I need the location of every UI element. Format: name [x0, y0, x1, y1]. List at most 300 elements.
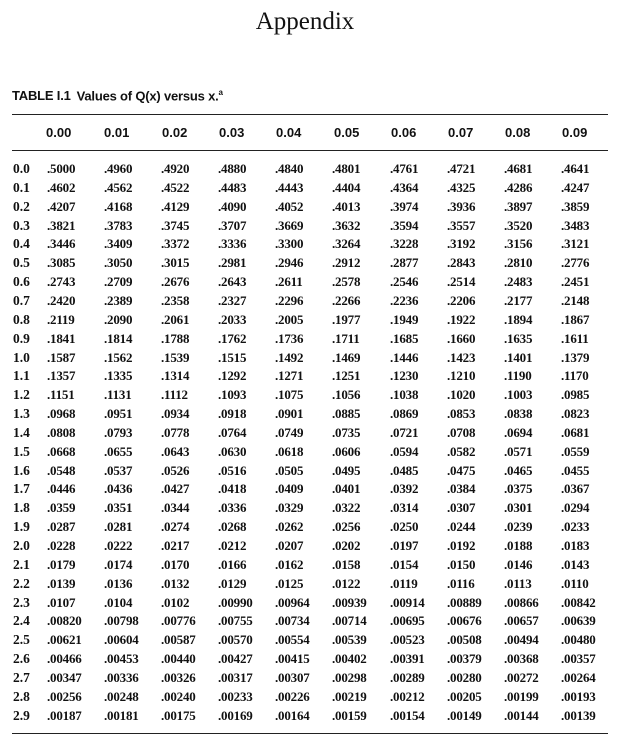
- table-cell: .4681: [504, 161, 533, 176]
- table-cell: .2389: [104, 292, 133, 308]
- table-cell: .00187: [47, 707, 82, 723]
- table-cell: .00233: [218, 688, 253, 704]
- table-cell: .0681: [561, 424, 590, 440]
- table-cell: .3085: [47, 255, 76, 271]
- table-cell: .00914: [390, 594, 425, 610]
- row-x-label: 0.1: [13, 179, 30, 195]
- table-cell: .00415: [275, 651, 310, 667]
- row-x-label: 2.9: [13, 707, 30, 723]
- table-cell: .2033: [218, 311, 247, 327]
- table-cell: .0287: [47, 519, 76, 535]
- table-cell: .0668: [47, 443, 76, 459]
- table-cell: .00714: [332, 613, 367, 629]
- table-cell: .1711: [332, 330, 360, 346]
- table-cell: .0107: [47, 594, 76, 610]
- table-cell: .1003: [504, 387, 533, 403]
- table-cell: .00357: [561, 651, 596, 667]
- table-cell: .00657: [504, 613, 539, 629]
- table-cell: .0749: [275, 424, 304, 440]
- table-cell: .0314: [390, 500, 419, 516]
- table-cell: .0125: [275, 575, 304, 591]
- table-cell: .1131: [104, 387, 132, 403]
- table-cell: .2643: [218, 274, 247, 290]
- table-cell: .1314: [161, 368, 190, 384]
- table-cell: .0222: [104, 538, 133, 553]
- table-cell: .4801: [332, 161, 361, 176]
- table-row: [0, 462, 620, 481]
- row-x-label: 0.7: [13, 292, 30, 308]
- table-cell: .0409: [275, 481, 304, 497]
- table-cell: .0250: [390, 519, 419, 535]
- table-cell: .3336: [218, 236, 247, 252]
- table-cell: .1587: [47, 349, 76, 365]
- table-row: [0, 518, 620, 537]
- row-x-label: 1.8: [13, 500, 30, 516]
- table-cell: .4641: [561, 161, 590, 176]
- table-cell: .0455: [561, 462, 590, 478]
- table-row: [0, 499, 620, 518]
- table-cell: .3821: [47, 217, 76, 233]
- table-cell: .2578: [332, 274, 361, 290]
- table-cell: .00554: [275, 632, 310, 648]
- table-cell: .0228: [47, 538, 76, 553]
- table-cell: .1230: [390, 368, 419, 384]
- table-cell: .00289: [390, 669, 425, 685]
- table-cell: .3669: [275, 217, 304, 233]
- table-cell: .3745: [161, 217, 190, 233]
- table-cell: .0537: [104, 462, 133, 478]
- table-cell: .0344: [161, 500, 190, 516]
- table-cell: .3192: [447, 236, 476, 252]
- table-cell: .3446: [47, 236, 76, 252]
- table-row: [0, 198, 620, 217]
- table-cell: .2676: [161, 274, 190, 290]
- table-row: [0, 650, 620, 669]
- table-cell: .0885: [332, 406, 361, 422]
- table-cell: .00199: [504, 688, 539, 704]
- table-cell: .2296: [275, 292, 304, 308]
- table-cell: .4761: [390, 161, 419, 176]
- column-header: 0.09: [562, 125, 588, 140]
- table-cell: .0516: [218, 462, 247, 478]
- row-x-label: 2.2: [13, 575, 30, 591]
- table-cell: .1170: [561, 368, 589, 384]
- table-row: [0, 631, 620, 650]
- table-cell: .00820: [47, 613, 82, 629]
- column-header: 0.06: [391, 125, 417, 140]
- table-cell: .2061: [161, 311, 190, 327]
- table-cell: .0793: [104, 424, 133, 440]
- row-x-label: 0.5: [13, 255, 30, 271]
- column-header: 0.02: [162, 125, 188, 140]
- table-cell: .4840: [275, 161, 304, 176]
- table-cell: .0139: [47, 575, 76, 591]
- table-cell: .4920: [161, 161, 190, 176]
- page-title: Appendix: [255, 8, 355, 35]
- table-cell: .3015: [161, 255, 190, 271]
- table-cell: .0436: [104, 481, 133, 497]
- column-header: 0.07: [448, 125, 474, 140]
- table-cell: .0244: [447, 519, 476, 535]
- table-cell: .0122: [332, 575, 361, 591]
- table-cell: .00264: [561, 669, 596, 685]
- row-x-label: 0.6: [13, 274, 30, 290]
- table-cell: .0735: [332, 424, 361, 440]
- table-cell: .3264: [332, 236, 361, 252]
- table-cell: .0618: [275, 443, 304, 459]
- table-cell: .00193: [561, 688, 596, 704]
- table-cell: .0132: [161, 575, 190, 591]
- table-cell: .0188: [504, 538, 533, 553]
- table-row: [0, 405, 620, 424]
- table-cell: .2148: [561, 292, 590, 308]
- table-cell: .3121: [561, 236, 590, 252]
- table-cell: .00219: [332, 688, 367, 704]
- table-cell: .1271: [275, 368, 304, 384]
- table-cell: .0113: [504, 575, 532, 591]
- table-cell: .00440: [161, 651, 196, 667]
- table-cell: .2206: [447, 292, 476, 308]
- table-cell: .1423: [447, 349, 476, 365]
- table-cell: .0162: [275, 556, 304, 572]
- column-header: 0.00: [46, 125, 72, 140]
- table-cell: .00990: [218, 594, 253, 610]
- table-cell: .0281: [104, 519, 133, 535]
- table-cell: .1190: [504, 368, 532, 384]
- table-row: [0, 311, 620, 330]
- table-cell: .0336: [218, 500, 247, 516]
- table-row: [0, 160, 620, 179]
- table-row: [0, 537, 620, 556]
- table-cell: .00347: [47, 669, 82, 685]
- table-label: TABLE I.1: [12, 88, 71, 104]
- table-cell: .00175: [161, 707, 196, 723]
- table-cell: .4013: [332, 198, 361, 214]
- table-cell: .1056: [332, 387, 361, 403]
- table-cell: .00889: [447, 594, 482, 610]
- table-cell: .0197: [390, 538, 419, 553]
- table-row: [0, 556, 620, 575]
- table-cell: .0192: [447, 538, 476, 553]
- table-cell: .0301: [504, 500, 533, 516]
- table-row: [0, 292, 620, 311]
- column-header: 0.01: [104, 125, 130, 140]
- table-row: [0, 575, 620, 594]
- table-cell: .3409: [104, 236, 133, 252]
- table-cell: .1093: [218, 387, 247, 403]
- table-cell: .4404: [332, 179, 361, 195]
- table-row: [0, 424, 620, 443]
- row-x-label: 2.7: [13, 669, 30, 685]
- table-cell: .0485: [390, 462, 419, 478]
- table-cell: .0571: [504, 443, 533, 459]
- table-cell: .2514: [447, 274, 476, 290]
- table-cell: .0418: [218, 481, 247, 497]
- row-x-label: 2.5: [13, 632, 30, 648]
- table-cell: .00508: [447, 632, 482, 648]
- table-cell: .3783: [104, 217, 133, 233]
- row-x-label: 0.0: [13, 161, 30, 176]
- table-row: [0, 273, 620, 292]
- table-cell: .0262: [275, 519, 304, 535]
- table-cell: .0256: [332, 519, 361, 535]
- table-cell: .0838: [504, 406, 533, 422]
- row-x-label: 2.0: [13, 538, 30, 553]
- table-cell: .0918: [218, 406, 247, 422]
- table-cell: .0643: [161, 443, 190, 459]
- table-cell: .0375: [504, 481, 533, 497]
- table-cell: .2420: [47, 292, 76, 308]
- table-cell: .00317: [218, 669, 253, 685]
- table-cell: .4443: [275, 179, 304, 195]
- table-cell: .2843: [447, 255, 476, 271]
- table-cell: .1401: [504, 349, 533, 365]
- table-cell: .00480: [561, 632, 596, 648]
- table-cell: .4522: [161, 179, 190, 195]
- table-cell: .0329: [275, 500, 304, 516]
- table-cell: .00144: [504, 707, 539, 723]
- table-cell: .00169: [218, 707, 253, 723]
- row-x-label: 0.2: [13, 198, 30, 214]
- table-cell: .0359: [47, 500, 76, 516]
- table-caption-text: Values of Q(x) versus x.: [76, 88, 219, 104]
- table-row: [0, 367, 620, 386]
- table-cell: .0146: [504, 556, 533, 572]
- table-cell: .3156: [504, 236, 533, 252]
- table-cell: .0764: [218, 424, 247, 440]
- table-cell: .00159: [332, 707, 367, 723]
- table-bottom-rule: [12, 733, 608, 734]
- table-cell: .00639: [561, 613, 596, 629]
- header-divider-rule: [12, 150, 608, 151]
- table-cell: .0606: [332, 443, 361, 459]
- table-cell: .2119: [47, 311, 75, 327]
- row-x-label: 1.5: [13, 443, 30, 459]
- table-cell: .0495: [332, 462, 361, 478]
- table-cell: .00149: [447, 707, 482, 723]
- table-cell: .1539: [161, 349, 190, 365]
- table-cell: .0808: [47, 424, 76, 440]
- table-cell: .0110: [561, 575, 589, 591]
- table-cell: .00181: [104, 707, 139, 723]
- table-cell: .0179: [47, 556, 76, 572]
- table-cell: .3632: [332, 217, 361, 233]
- table-row: [0, 254, 620, 273]
- table-cell: .0351: [104, 500, 133, 516]
- table-cell: .2810: [504, 255, 533, 271]
- table-cell: .2981: [218, 255, 247, 271]
- table-cell: .1492: [275, 349, 304, 365]
- table-cell: .1814: [104, 330, 133, 346]
- table-cell: .1736: [275, 330, 304, 346]
- table-cell: .4880: [218, 161, 247, 176]
- table-cell: .3520: [504, 217, 533, 233]
- table-cell: .00402: [332, 651, 367, 667]
- table-cell: .0475: [447, 462, 476, 478]
- table-cell: .00676: [447, 613, 482, 629]
- table-cell: .2358: [161, 292, 190, 308]
- table-row: [0, 330, 620, 349]
- table-cell: .00298: [332, 669, 367, 685]
- row-x-label: 1.6: [13, 462, 30, 478]
- table-cell: .3897: [504, 198, 533, 214]
- table-row: [0, 688, 620, 707]
- table-cell: .00272: [504, 669, 539, 685]
- table-row: [0, 669, 620, 688]
- table-cell: .00226: [275, 688, 310, 704]
- table-cell: .00391: [390, 651, 425, 667]
- table-cell: .2709: [104, 274, 133, 290]
- table-cell: .00604: [104, 632, 139, 648]
- table-cell: .0392: [390, 481, 419, 497]
- table-cell: .4325: [447, 179, 476, 195]
- table-cell: .0239: [504, 519, 533, 535]
- table-cell: .1788: [161, 330, 190, 346]
- table-cell: .2776: [561, 255, 590, 271]
- table-cell: .2005: [275, 311, 304, 327]
- table-cell: .1762: [218, 330, 247, 346]
- table-cell: .1611: [561, 330, 589, 346]
- table-cell: .3707: [218, 217, 247, 233]
- table-row: [0, 594, 620, 613]
- row-x-label: 1.3: [13, 406, 30, 422]
- table-cell: .00256: [47, 688, 82, 704]
- table-cell: .2177: [504, 292, 533, 308]
- table-cell: .00695: [390, 613, 425, 629]
- table-cell: .0985: [561, 387, 590, 403]
- table-cell: .1020: [447, 387, 476, 403]
- table-cell: .00427: [218, 651, 253, 667]
- table-cell: .00336: [104, 669, 139, 685]
- table-cell: .2090: [104, 311, 133, 327]
- table-cell: .0505: [275, 462, 304, 478]
- table-cell: .3936: [447, 198, 476, 214]
- table-cell: .00842: [561, 594, 596, 610]
- table-cell: .00379: [447, 651, 482, 667]
- table-cell: .1379: [561, 349, 590, 365]
- table-footnote-mark: a: [218, 88, 223, 97]
- table-cell: .5000: [47, 161, 76, 176]
- row-x-label: 2.4: [13, 613, 30, 629]
- table-cell: .0233: [561, 519, 590, 535]
- table-cell: .00205: [447, 688, 482, 704]
- table-cell: .0207: [275, 538, 304, 553]
- table-cell: .0150: [447, 556, 476, 572]
- table-cell: .4286: [504, 179, 533, 195]
- table-cell: .0183: [561, 538, 590, 553]
- table-cell: .1357: [47, 368, 76, 384]
- column-header: 0.05: [334, 125, 360, 140]
- table-cell: .4207: [47, 198, 76, 214]
- table-cell: .0170: [161, 556, 190, 572]
- table-cell: .4168: [104, 198, 133, 214]
- table-cell: .2483: [504, 274, 533, 290]
- table-cell: .0968: [47, 406, 76, 422]
- row-x-label: 2.6: [13, 651, 30, 667]
- table-caption: [12, 88, 223, 103]
- table-cell: .0268: [218, 519, 247, 535]
- row-x-label: 1.2: [13, 387, 30, 403]
- table-cell: .00570: [218, 632, 253, 648]
- row-x-label: 0.9: [13, 330, 30, 346]
- table-cell: .3300: [275, 236, 304, 252]
- table-cell: .0582: [447, 443, 476, 459]
- table-cell: .0548: [47, 462, 76, 478]
- table-cell: .0212: [218, 538, 247, 553]
- table-cell: .00453: [104, 651, 139, 667]
- table-cell: .00164: [275, 707, 310, 723]
- table-cell: .00734: [275, 613, 310, 629]
- table-cell: .2451: [561, 274, 590, 290]
- table-cell: .1292: [218, 368, 247, 384]
- table-cell: .0630: [218, 443, 247, 459]
- table-cell: .2266: [332, 292, 361, 308]
- table-cell: .0154: [390, 556, 419, 572]
- column-header: 0.04: [276, 125, 302, 140]
- table-cell: .0465: [504, 462, 533, 478]
- table-cell: .3557: [447, 217, 476, 233]
- table-cell: .1635: [504, 330, 533, 346]
- table-cell: .00240: [161, 688, 196, 704]
- table-cell: .0901: [275, 406, 304, 422]
- table-cell: .1335: [104, 368, 133, 384]
- table-cell: .0869: [390, 406, 419, 422]
- table-cell: .0307: [447, 500, 476, 516]
- table-cell: .1949: [390, 311, 419, 327]
- table-cell: .00212: [390, 688, 425, 704]
- table-cell: .2912: [332, 255, 361, 271]
- table-cell: .3594: [390, 217, 419, 233]
- table-cell: .00755: [218, 613, 253, 629]
- table-cell: .2546: [390, 274, 419, 290]
- table-cell: .00523: [390, 632, 425, 648]
- table-cell: .1469: [332, 349, 361, 365]
- table-cell: .0102: [161, 594, 190, 610]
- table-cell: .1894: [504, 311, 533, 327]
- table-row: [0, 217, 620, 236]
- table-cell: .4483: [218, 179, 247, 195]
- table-cell: .00326: [161, 669, 196, 685]
- table-cell: .1151: [47, 387, 75, 403]
- table-cell: .00939: [332, 594, 367, 610]
- table-cell: .0174: [104, 556, 133, 572]
- row-x-label: 1.0: [13, 349, 30, 365]
- table-cell: .00866: [504, 594, 539, 610]
- table-cell: .0778: [161, 424, 190, 440]
- table-cell: .2946: [275, 255, 304, 271]
- table-cell: .0104: [104, 594, 133, 610]
- table-cell: .0934: [161, 406, 190, 422]
- table-cell: .1210: [447, 368, 476, 384]
- table-cell: .0116: [447, 575, 475, 591]
- table-cell: .1685: [390, 330, 419, 346]
- table-row: [0, 480, 620, 499]
- table-cell: .1515: [218, 349, 247, 365]
- column-header: 0.08: [505, 125, 531, 140]
- table-cell: .4602: [47, 179, 76, 195]
- row-x-label: 0.8: [13, 311, 30, 327]
- table-cell: .00466: [47, 651, 82, 667]
- table-cell: .1867: [561, 311, 590, 327]
- table-cell: .0526: [161, 462, 190, 478]
- table-cell: .4562: [104, 179, 133, 195]
- table-cell: .0136: [104, 575, 133, 591]
- table-cell: .0594: [390, 443, 419, 459]
- table-cell: .00494: [504, 632, 539, 648]
- table-cell: .00280: [447, 669, 482, 685]
- table-cell: .3483: [561, 217, 590, 233]
- table-cell: .00776: [161, 613, 196, 629]
